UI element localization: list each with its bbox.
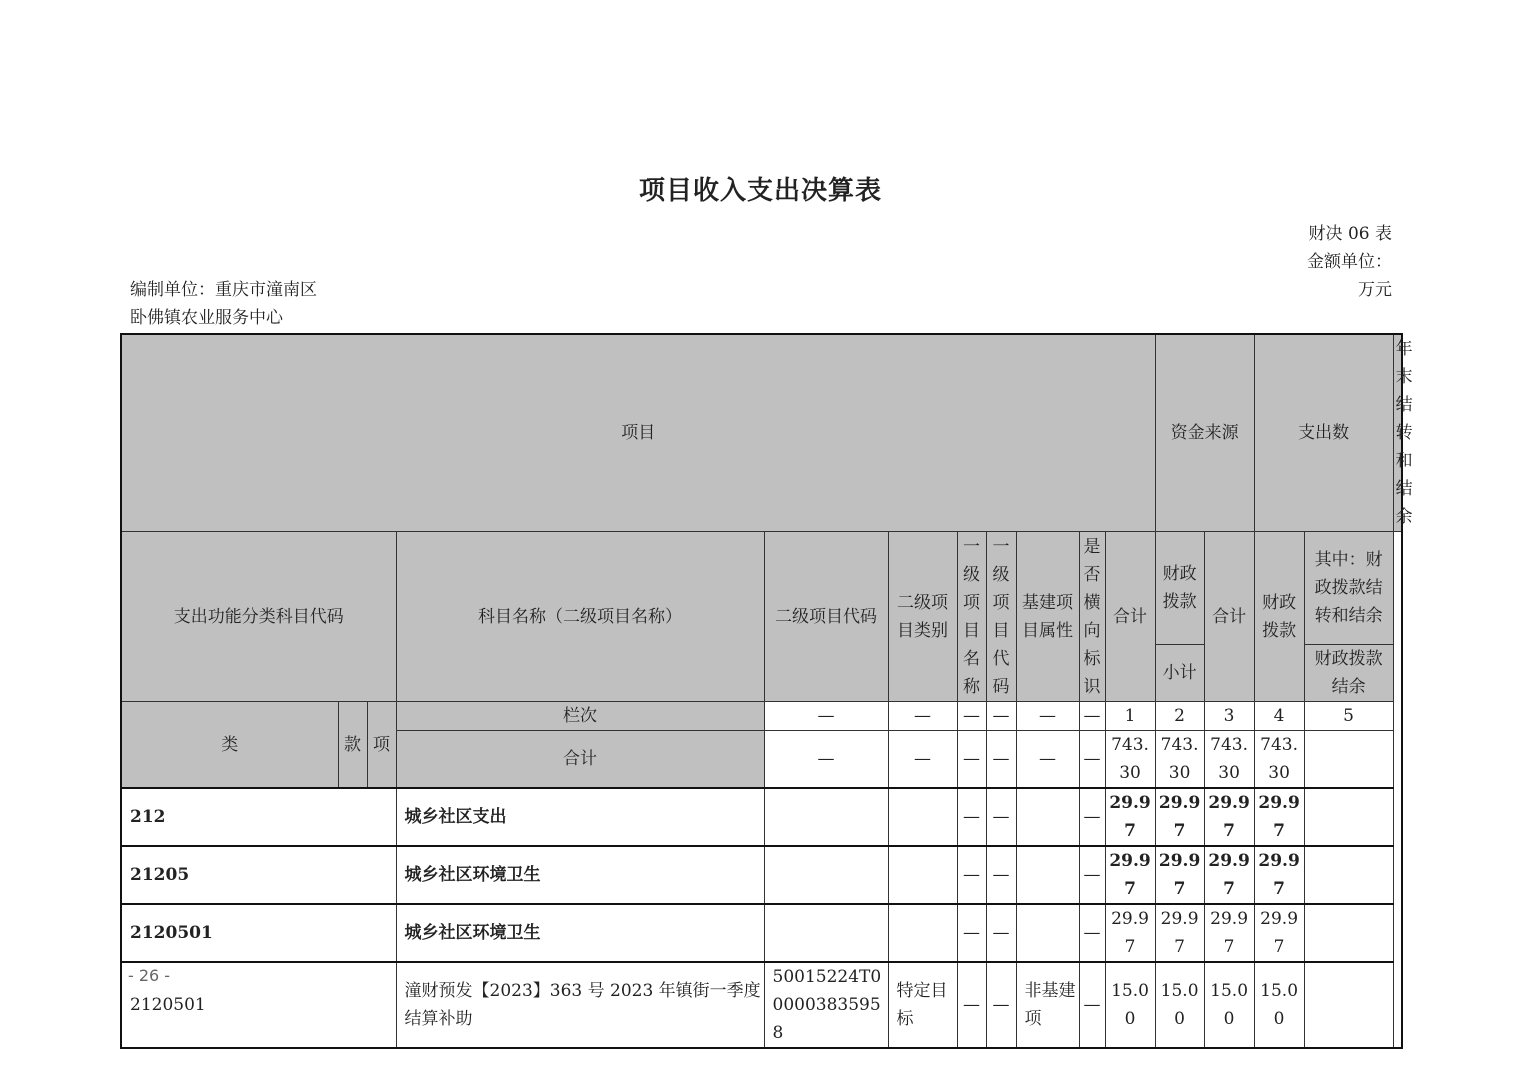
column-number-row	[121, 702, 1402, 731]
row-l2-type	[888, 904, 957, 962]
column-number-5: 5	[1304, 702, 1393, 731]
header-xiang: 项	[367, 702, 396, 789]
row-l2-code	[764, 846, 888, 904]
page-title: 项目收入支出决算表	[638, 176, 882, 206]
dash-cell: —	[888, 702, 957, 731]
header-fiscal-balance: 财政拨款结余	[1304, 645, 1393, 702]
table-row	[121, 962, 1402, 1048]
header-l1-name: 一级项目名称	[957, 532, 986, 702]
header-subject-name: 科目名称（二级项目名称）	[396, 532, 764, 702]
dash-cell: —	[1079, 846, 1105, 904]
column-number-2: 2	[1155, 702, 1204, 731]
row-value-1: 29.97	[1105, 788, 1155, 846]
org-label: 编制单位：重庆市潼南区卧佛镇农业服务中心	[130, 280, 317, 328]
dash-cell: —	[957, 702, 986, 731]
report-table	[120, 333, 1413, 1049]
row-value-5	[1304, 962, 1393, 1048]
dash-cell: —	[957, 731, 986, 789]
row-l2-type	[888, 788, 957, 846]
dash-cell: —	[986, 788, 1016, 846]
table-row	[121, 904, 1402, 962]
dash-cell: —	[1016, 702, 1079, 731]
sum-value-1: 743.30	[1105, 731, 1155, 789]
sum-value-2: 743.30	[1155, 731, 1204, 789]
row-func-code: 2120501	[121, 962, 396, 1048]
dash-cell: —	[1079, 702, 1105, 731]
table-row	[121, 846, 1402, 904]
row-value-5	[1304, 846, 1393, 904]
dash-cell: —	[957, 904, 986, 962]
form-number-text: 财决 06 表	[1308, 224, 1392, 244]
row-subject-name: 城乡社区支出	[396, 788, 764, 846]
row-subject-name: 城乡社区环境卫生	[396, 846, 764, 904]
row-value-4: 15.00	[1254, 962, 1304, 1048]
row-func-code: 212	[121, 788, 396, 846]
dash-cell: —	[986, 904, 1016, 962]
row-capital-attr	[1016, 788, 1079, 846]
row-value-2: 29.97	[1155, 904, 1204, 962]
row-value-1: 29.97	[1105, 846, 1155, 904]
column-number-1: 1	[1105, 702, 1155, 731]
row-capital-attr: 非基建项	[1016, 962, 1079, 1048]
dash-cell: —	[986, 846, 1016, 904]
row-value-4: 29.97	[1254, 788, 1304, 846]
header-capital-attr: 基建项目属性	[1016, 532, 1079, 702]
header-l2-type: 二级项目类别	[888, 532, 957, 702]
header-row-2	[121, 532, 1402, 645]
row-l2-code: 50015224T000003835958	[764, 962, 888, 1048]
row-value-3: 15.00	[1204, 962, 1254, 1048]
dash-cell: —	[1079, 904, 1105, 962]
row-func-code: 2120501	[121, 904, 396, 962]
header-l1-code: 一级项目代码	[986, 532, 1016, 702]
header-sum: 合计	[396, 731, 764, 789]
column-number-3: 3	[1204, 702, 1254, 731]
row-subject-name: 潼财预发【2023】363 号 2023 年镇街一季度结算补助	[396, 962, 764, 1048]
header-fund-source: 资金来源	[1155, 334, 1254, 532]
header-kuan: 款	[338, 702, 367, 789]
row-value-3: 29.97	[1204, 904, 1254, 962]
dash-cell: —	[986, 962, 1016, 1048]
form-number	[1300, 220, 1392, 304]
row-l2-type: 特定目标	[888, 962, 957, 1048]
sum-value-3: 743.30	[1204, 731, 1254, 789]
header-exp-total: 合计	[1204, 532, 1254, 702]
row-value-2: 15.00	[1155, 962, 1204, 1048]
table-row	[121, 788, 1402, 846]
dash-cell: —	[957, 846, 986, 904]
dash-cell: —	[1079, 731, 1105, 789]
header-lei: 类	[121, 702, 338, 789]
page-number: - 26 -	[128, 966, 171, 985]
row-capital-attr	[1016, 846, 1079, 904]
column-number-4: 4	[1254, 702, 1304, 731]
row-value-2: 29.97	[1155, 788, 1204, 846]
header-column-no: 栏次	[396, 702, 764, 731]
header-total: 合计	[1105, 532, 1155, 702]
header-expenditure: 支出数	[1254, 334, 1393, 532]
row-value-5	[1304, 904, 1393, 962]
row-l2-type	[888, 846, 957, 904]
sum-value-4: 743.30	[1254, 731, 1304, 789]
row-value-1: 29.97	[1105, 904, 1155, 962]
dash-cell: —	[1079, 788, 1105, 846]
row-value-4: 29.97	[1254, 846, 1304, 904]
row-value-5	[1304, 788, 1393, 846]
row-capital-attr	[1016, 904, 1079, 962]
row-value-2: 29.97	[1155, 846, 1204, 904]
dash-cell: —	[986, 702, 1016, 731]
header-item: 项目	[121, 334, 1155, 532]
row-value-1: 15.00	[1105, 962, 1155, 1048]
dash-cell: —	[986, 731, 1016, 789]
unit-label: 金额单位：万元	[1307, 252, 1392, 300]
row-l2-code	[764, 904, 888, 962]
row-func-code: 21205	[121, 846, 396, 904]
header-fiscal-alloc: 财政拨款	[1155, 532, 1204, 645]
row-value-3: 29.97	[1204, 788, 1254, 846]
header-subtotal: 小计	[1155, 645, 1204, 702]
header-func-code: 支出功能分类科目代码	[121, 532, 396, 702]
row-l2-code	[764, 788, 888, 846]
dash-cell: —	[764, 702, 888, 731]
dash-cell: —	[888, 731, 957, 789]
dash-cell: —	[1016, 731, 1079, 789]
header-horizontal-flag: 是否横向标识	[1079, 532, 1105, 702]
sum-value-5	[1304, 731, 1393, 789]
header-exp-fiscal: 财政拨款	[1254, 532, 1304, 702]
dash-cell: —	[1079, 962, 1105, 1048]
row-value-3: 29.97	[1204, 846, 1254, 904]
dash-cell: —	[764, 731, 888, 789]
header-year-end: 年末结转和结余	[1393, 334, 1402, 532]
header-row-1	[121, 334, 1402, 532]
row-subject-name: 城乡社区环境卫生	[396, 904, 764, 962]
dash-cell: —	[957, 962, 986, 1048]
row-value-4: 29.97	[1254, 904, 1304, 962]
header-l2-code: 二级项目代码	[764, 532, 888, 702]
dash-cell: —	[957, 788, 986, 846]
header-among-fiscal: 其中：财政拨款结转和结余	[1304, 532, 1393, 645]
